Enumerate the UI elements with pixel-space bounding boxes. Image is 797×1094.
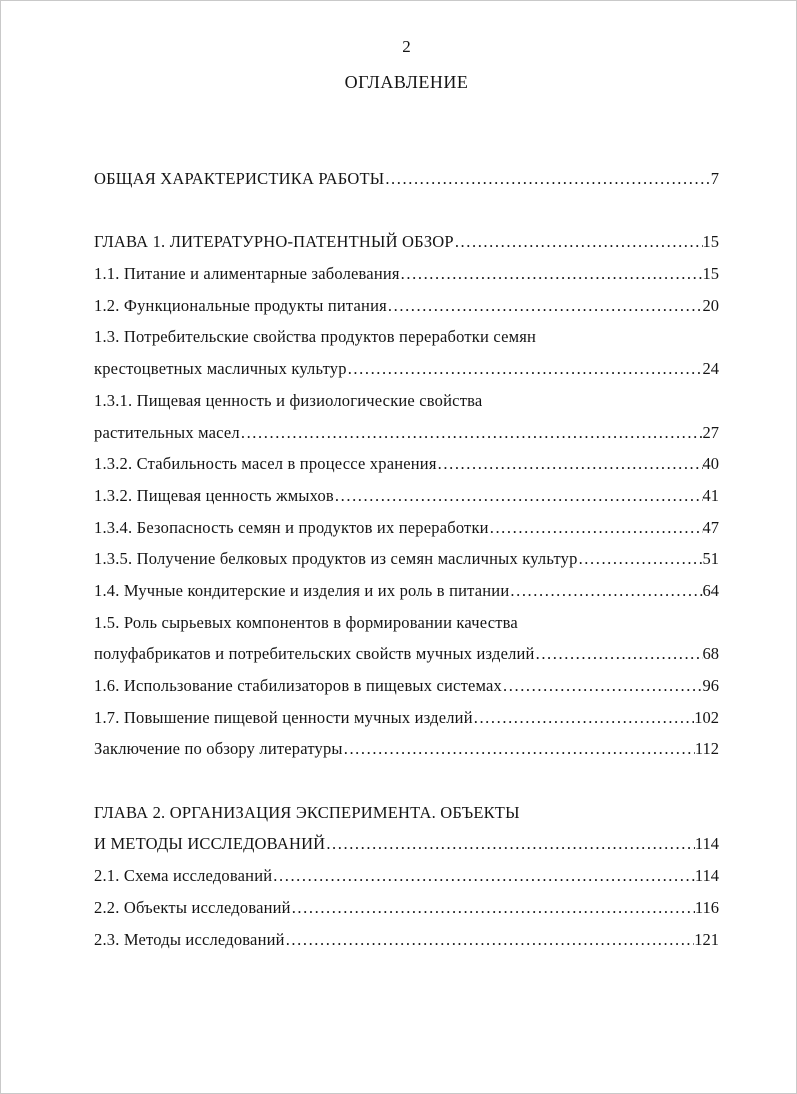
toc-entry-page: 121 bbox=[694, 929, 719, 949]
toc-entry-page: 51 bbox=[702, 549, 719, 569]
toc-entry-label: 2.1. Схема исследований bbox=[94, 866, 273, 886]
toc-entry bbox=[94, 163, 719, 195]
toc-entry bbox=[94, 543, 719, 575]
toc-entry-label: ГЛАВА 1. ЛИТЕРАТУРНО-ПАТЕНТНЫЙ ОБЗОР bbox=[94, 232, 454, 252]
toc-entry-label: ГЛАВА 2. ОРГАНИЗАЦИЯ ЭКСПЕРИМЕНТА. ОБЪЕКТЫ bbox=[94, 802, 520, 822]
toc-entry-label: 1.1. Питание и алиментарные заболевания bbox=[94, 264, 400, 284]
toc-entry-page: 40 bbox=[702, 454, 719, 474]
toc-entry-page: 15 bbox=[702, 264, 719, 284]
dot-leader bbox=[473, 702, 695, 734]
toc-entry-page: 68 bbox=[702, 644, 719, 664]
toc-entry-page: 114 bbox=[694, 834, 719, 854]
toc-entry bbox=[94, 733, 719, 765]
toc-entry bbox=[94, 226, 719, 258]
toc-entry-page: 102 bbox=[694, 707, 719, 727]
toc-entry-page: 64 bbox=[702, 580, 719, 600]
toc-entry-label: 1.4. Мучные кондитерские и изделия и их роль в питании bbox=[94, 580, 510, 600]
dot-leader bbox=[285, 924, 695, 956]
toc-entry bbox=[94, 607, 719, 639]
toc-entry-label: 1.6. Использование стабилизаторов в пищевых системах bbox=[94, 676, 503, 695]
toc-entry-continuation bbox=[94, 828, 719, 860]
dot-leader bbox=[384, 163, 710, 195]
dot-leader bbox=[489, 512, 703, 544]
toc-entry-label: 1.3.2. Пищевая ценность жмыхов bbox=[94, 485, 334, 505]
toc-entry-page: 96 bbox=[702, 676, 719, 695]
toc-entry-label: растительных масел bbox=[94, 422, 240, 442]
dot-leader bbox=[535, 638, 703, 670]
toc-entry bbox=[94, 480, 719, 512]
dot-leader bbox=[578, 543, 703, 575]
toc-entry-label: 1.2. Функциональные продукты питания bbox=[94, 295, 387, 315]
toc-entry bbox=[94, 321, 719, 353]
toc-entry-label: 2.2. Объекты исследований bbox=[94, 897, 291, 917]
toc-entry-page: 20 bbox=[702, 295, 719, 315]
toc-entry-label: 2.3. Методы исследований bbox=[94, 929, 285, 949]
toc-entry bbox=[94, 290, 719, 322]
toc-entry-continuation bbox=[94, 353, 719, 385]
toc-entry-page: 15 bbox=[702, 232, 719, 252]
toc-entry-page: 24 bbox=[702, 359, 719, 379]
toc-entry-label: 1.3.5. Получение белковых продуктов из семян масличных культур bbox=[94, 549, 578, 569]
toc-entry-label: И МЕТОДЫ ИССЛЕДОВАНИЙ bbox=[94, 834, 326, 854]
toc-entry-label: 1.3.2. Стабильность масел в процессе хранения bbox=[94, 454, 437, 474]
toc-entry-page: 27 bbox=[702, 422, 719, 442]
toc-entry-page: 47 bbox=[702, 517, 719, 537]
toc-entry-label: крестоцветных масличных культур bbox=[94, 359, 347, 379]
toc-entry-page: 7 bbox=[710, 169, 719, 188]
dot-leader bbox=[509, 575, 702, 607]
dot-leader bbox=[272, 860, 695, 892]
toc-entry-label: Заключение по обзору литературы bbox=[94, 739, 343, 759]
toc-entry-continuation bbox=[94, 638, 719, 670]
toc-entry-page: 41 bbox=[702, 485, 719, 505]
dot-leader bbox=[387, 290, 703, 322]
dot-leader bbox=[437, 448, 703, 480]
dot-leader bbox=[502, 670, 702, 702]
toc-entry bbox=[94, 860, 719, 892]
toc-entry bbox=[94, 670, 719, 702]
toc-entry bbox=[94, 385, 719, 417]
toc-entry-label: 1.7. Повышение пищевой ценности мучных изделий bbox=[94, 707, 473, 727]
spacer bbox=[94, 195, 719, 227]
dot-leader bbox=[291, 892, 695, 924]
toc-entry-label: ОБЩАЯ ХАРАКТЕРИСТИКА РАБОТЫ bbox=[94, 169, 385, 188]
toc-entry-continuation bbox=[94, 417, 719, 449]
toc-entry-label: полуфабрикатов и потребительских свойств мучных изделий bbox=[94, 644, 535, 664]
toc-entry-label: 1.3. Потребительские свойства продуктов переработки семян bbox=[94, 327, 537, 347]
toc-entry bbox=[94, 575, 719, 607]
toc-entry-page: 116 bbox=[694, 897, 719, 917]
toc-entry bbox=[94, 448, 719, 480]
toc-entry-page: 114 bbox=[694, 866, 719, 886]
toc-entry-label: 1.3.1. Пищевая ценность и физиологические свойства bbox=[94, 390, 483, 410]
dot-leader bbox=[325, 828, 695, 860]
dot-leader bbox=[240, 417, 703, 449]
toc-entry-page: 112 bbox=[694, 739, 719, 759]
toc-entry-label: 1.5. Роль сырьевых компонентов в формировании качества bbox=[94, 612, 518, 632]
spacer bbox=[94, 765, 719, 797]
table-of-contents bbox=[94, 163, 719, 955]
toc-entry bbox=[94, 924, 719, 956]
page-title: ОГЛАВЛЕНИЕ bbox=[344, 72, 469, 92]
page-number: 2 bbox=[402, 37, 411, 56]
toc-entry bbox=[94, 892, 719, 924]
dot-leader bbox=[347, 353, 703, 385]
toc-entry-label: 1.3.4. Безопасность семян и продуктов их переработки bbox=[94, 517, 489, 537]
dot-leader bbox=[400, 258, 703, 290]
toc-entry bbox=[94, 797, 719, 829]
page-content bbox=[1, 1, 796, 955]
dot-leader bbox=[454, 226, 703, 258]
toc-entry bbox=[94, 702, 719, 734]
dot-leader bbox=[343, 733, 695, 765]
toc-entry bbox=[94, 258, 719, 290]
toc-entry bbox=[94, 512, 719, 544]
dot-leader bbox=[334, 480, 703, 512]
